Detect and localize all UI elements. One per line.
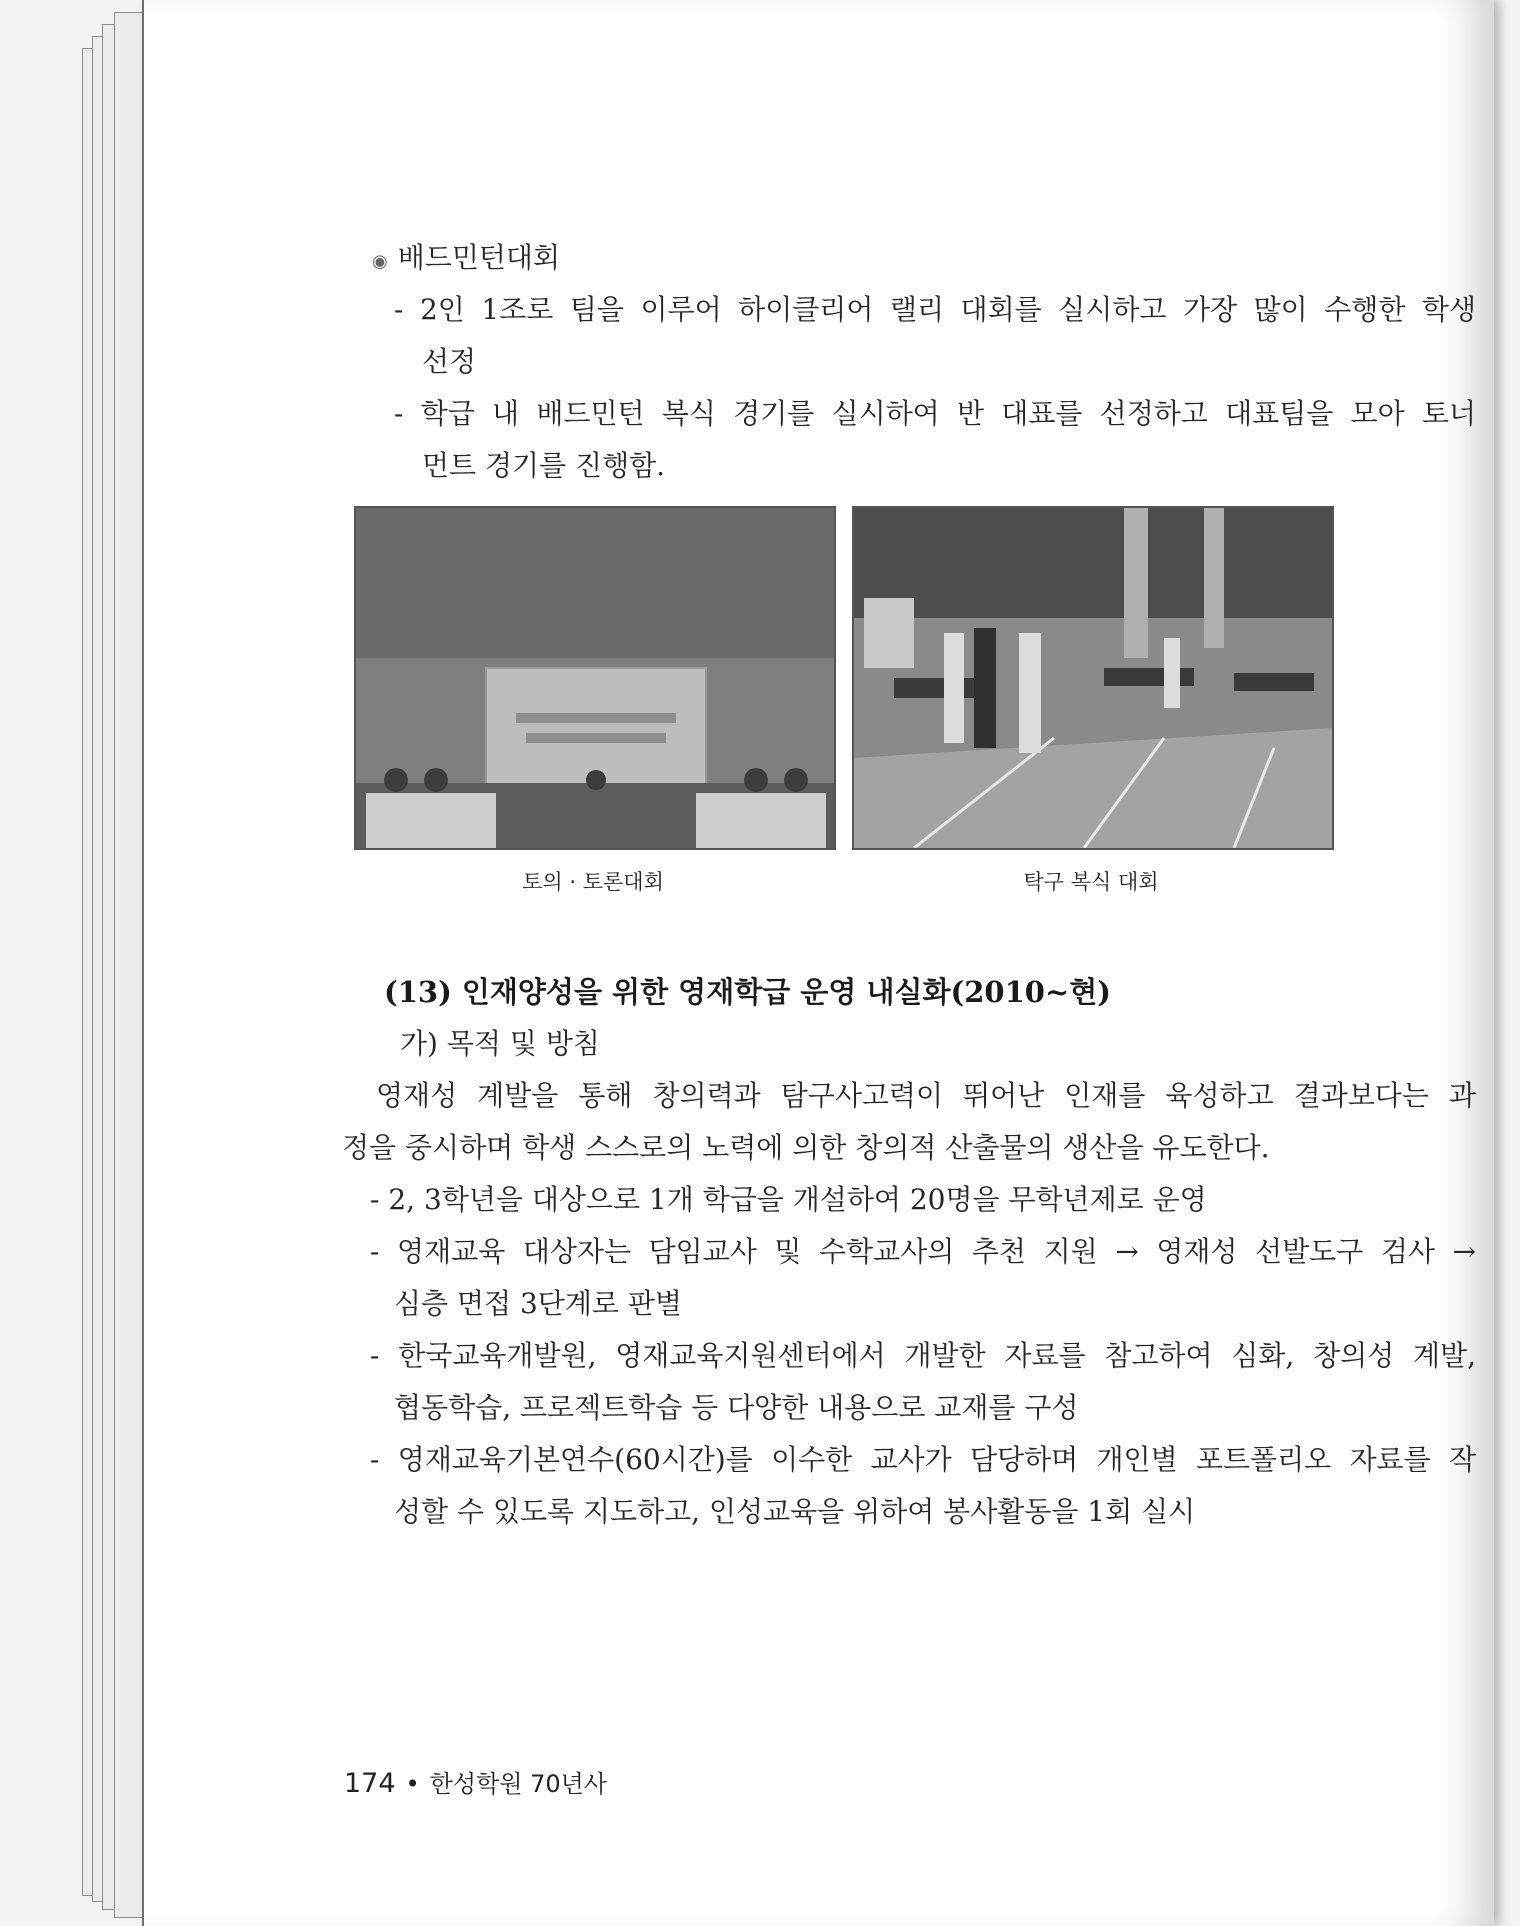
discussion-contest-photo	[354, 506, 836, 850]
discussion-contest-caption: 토의 · 토론대회	[522, 870, 664, 894]
book-page	[142, 0, 1494, 1926]
table-tennis-photo	[852, 506, 1334, 850]
page-number: 174	[344, 1768, 396, 1799]
section-13-bullet-3: - 한국교육개발원, 영재교육지원센터에서 개발한 자료를 참고하여 심화, 창의성 계발,	[370, 1339, 1476, 1372]
book-title: 한성학원 70년사	[429, 1770, 607, 1798]
section-13-bullet-3-cont: 협동학습, 프로젝트학습 등 다양한 내용으로 교재를 구성	[394, 1391, 1079, 1424]
footer-separator: •	[405, 1770, 420, 1798]
section-13-para-line-1: 영재성 계발을 통해 창의력과 탐구사고력이 뛰어난 인재를 육성하고 결과보다는 과	[376, 1079, 1476, 1112]
section-13-subheading: 가) 목적 및 방침	[400, 1027, 600, 1060]
page-footer	[344, 1764, 607, 1799]
section-13-bullet-1: - 2, 3학년을 대상으로 1개 학급을 개설하여 20명을 무학년제로 운영	[370, 1183, 1207, 1216]
table-tennis-caption: 탁구 복식 대회	[1023, 870, 1159, 894]
badminton-title-text: 배드민턴대회	[397, 241, 561, 274]
section-13-bullet-4: - 영재교육기본연수(60시간)를 이수한 교사가 담당하며 개인별 포트폴리오 자료를 작	[370, 1443, 1476, 1476]
badminton-line-4: 먼트 경기를 진행함.	[422, 449, 666, 482]
badminton-line-3: - 학급 내 배드민턴 복식 경기를 실시하여 반 대표를 선정하고 대표팀을 모아 토너	[394, 397, 1476, 430]
badminton-line-1: - 2인 1조로 팀을 이루어 하이클리어 랠리 대회를 실시하고 가장 많이 수행한 학생	[394, 293, 1476, 326]
bullet-icon: ◉	[372, 251, 388, 272]
section-title-badminton	[372, 238, 560, 282]
badminton-line-2: 선정	[422, 345, 477, 378]
section-13-bullet-2-cont: 심층 면접 3단계로 판별	[394, 1287, 682, 1320]
section-13-heading: (13) 인재양성을 위한 영재학급 운영 내실화(2010~현)	[384, 975, 1111, 1009]
section-13-bullet-4-cont: 성할 수 있도록 지도하고, 인성교육을 위하여 봉사활동을 1회 실시	[394, 1495, 1196, 1528]
section-13-bullet-2: - 영재교육 대상자는 담임교사 및 수학교사의 추천 지원 → 영재성 선발도구 검사 →	[370, 1235, 1476, 1268]
section-13-para-line-2: 정을 중시하며 학생 스스로의 노력에 의한 창의적 산출물의 생산을 유도한다.	[342, 1131, 1270, 1164]
